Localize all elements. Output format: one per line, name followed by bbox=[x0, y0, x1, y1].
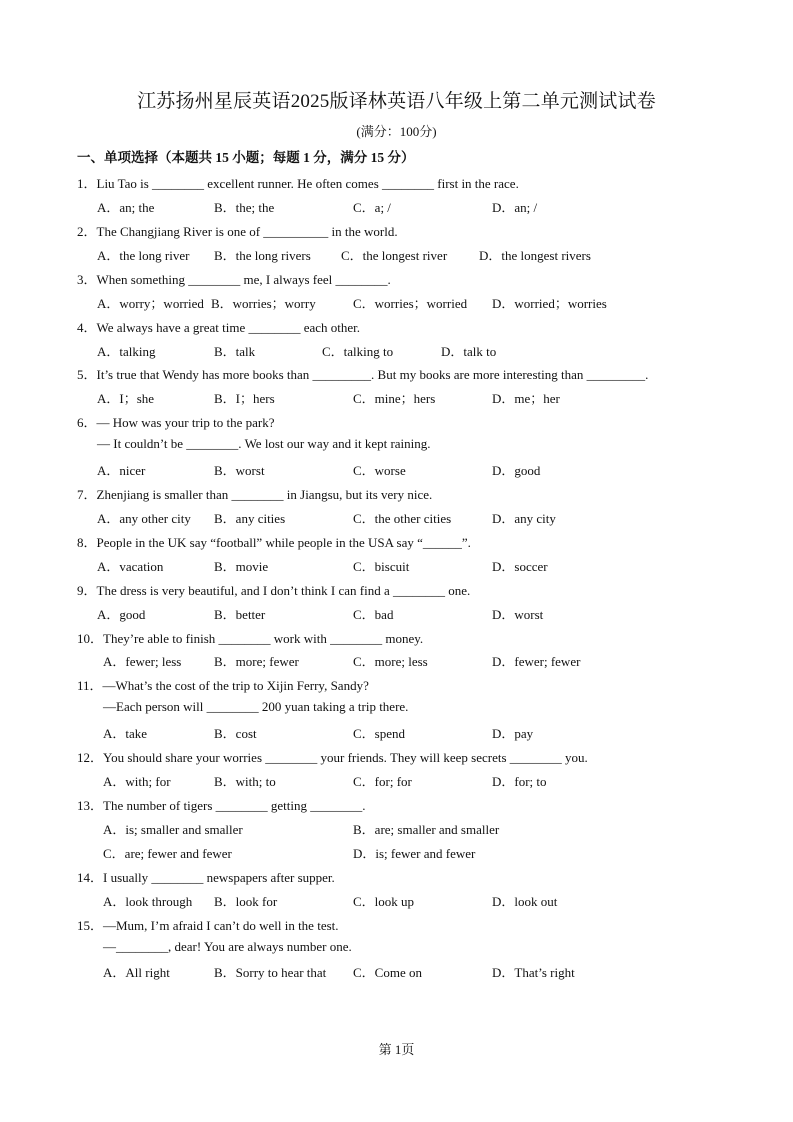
q10-option-c: C．more; less bbox=[353, 654, 428, 669]
q4-option-b: B．talk bbox=[214, 344, 256, 359]
question-9: 9．The dress is very beautiful, and I don’t think I can find a ________ one. bbox=[77, 583, 471, 598]
page-title: 江苏扬州星辰英语2025版译林英语八年级上第二单元测试试卷 bbox=[137, 91, 656, 112]
q6-option-b: B．worst bbox=[214, 463, 265, 478]
q6-option-d: D．good bbox=[492, 463, 541, 478]
q1-option-d: D．an; / bbox=[492, 200, 538, 215]
question-12: 12．You should share your worries ________ your friends. They will keep secrets ________ you. bbox=[77, 750, 588, 765]
q4-option-a: A．talking bbox=[97, 344, 156, 359]
question-6-reply: — It couldn’t be ________. We lost our way and it kept raining. bbox=[97, 436, 431, 451]
score-note: (满分：100分) bbox=[356, 124, 437, 139]
q9-option-a: A．good bbox=[97, 607, 146, 622]
q7-option-d: D．any city bbox=[492, 511, 556, 526]
q9-option-b: B．better bbox=[214, 607, 266, 622]
q12-option-b: B．with; to bbox=[214, 774, 276, 789]
q4-option-c: C．talking to bbox=[322, 344, 394, 359]
q12-option-d: D．for; to bbox=[492, 774, 547, 789]
q11-option-b: B．cost bbox=[214, 726, 257, 741]
q11-option-d: D．pay bbox=[492, 726, 534, 741]
q1-option-c: C．a; / bbox=[353, 200, 391, 215]
q14-option-c: C．look up bbox=[353, 894, 415, 909]
q1-option-a: A．an; the bbox=[97, 200, 155, 215]
q14-option-a: A．look through bbox=[103, 894, 193, 909]
q2-option-a: A．the long river bbox=[97, 248, 190, 263]
q11-option-c: C．spend bbox=[353, 726, 406, 741]
q15-option-d: D．That’s right bbox=[492, 965, 575, 980]
q10-option-b: B．more; fewer bbox=[214, 654, 299, 669]
question-15-reply: —________, dear! You are always number one. bbox=[103, 939, 352, 954]
q12-option-c: C．for; for bbox=[353, 774, 412, 789]
q15-option-c: C．Come on bbox=[353, 965, 422, 980]
question-13: 13．The number of tigers ________ getting ________. bbox=[77, 798, 366, 813]
q2-option-c: C．the longest river bbox=[341, 248, 448, 263]
q9-option-c: C．bad bbox=[353, 607, 394, 622]
question-11: 11．—What’s the cost of the trip to Xijin Ferry, Sandy? bbox=[77, 678, 369, 693]
question-8: 8．People in the UK say “football” while people in the USA say “______”. bbox=[77, 535, 471, 550]
question-5: 5．It’s true that Wendy has more books than _________. But my books are more interesting than _________. bbox=[77, 367, 649, 382]
q3-option-b: B．worries；worry bbox=[211, 296, 316, 311]
q9-option-d: D．worst bbox=[492, 607, 544, 622]
q3-option-c: C．worries；worried bbox=[353, 296, 468, 311]
question-2: 2．The Changjiang River is one of __________ in the world. bbox=[77, 224, 398, 239]
q12-option-a: A．with; for bbox=[103, 774, 171, 789]
q5-option-c: C．mine；hers bbox=[353, 391, 436, 406]
q5-option-b: B．I；hers bbox=[214, 391, 275, 406]
section-heading: 一、单项选择（本题共 15 小题；每题 1 分，满分 15 分） bbox=[77, 150, 415, 165]
q2-option-d: D．the longest rivers bbox=[479, 248, 591, 263]
q8-option-a: A．vacation bbox=[97, 559, 164, 574]
q11-option-a: A．take bbox=[103, 726, 148, 741]
q7-option-b: B．any cities bbox=[214, 511, 286, 526]
question-6: 6．— How was your trip to the park? bbox=[77, 415, 275, 430]
q6-option-c: C．worse bbox=[353, 463, 406, 478]
q10-option-d: D．fewer; fewer bbox=[492, 654, 581, 669]
q13-option-a: A．is; smaller and smaller bbox=[103, 822, 243, 837]
q14-option-b: B．look for bbox=[214, 894, 278, 909]
question-4: 4．We always have a great time ________ each other. bbox=[77, 320, 361, 335]
q13-option-b: B．are; smaller and smaller bbox=[353, 822, 500, 837]
q7-option-a: A．any other city bbox=[97, 511, 191, 526]
q1-option-b: B．the; the bbox=[214, 200, 275, 215]
q8-option-c: C．biscuit bbox=[353, 559, 410, 574]
q13-option-c: C．are; fewer and fewer bbox=[103, 846, 232, 861]
q4-option-d: D．talk to bbox=[441, 344, 497, 359]
question-10: 10．They’re able to finish ________ work with ________ money. bbox=[77, 631, 424, 646]
q10-option-a: A．fewer; less bbox=[103, 654, 182, 669]
q6-option-a: A．nicer bbox=[97, 463, 146, 478]
q8-option-d: D．soccer bbox=[492, 559, 548, 574]
q13-option-d: D．is; fewer and fewer bbox=[353, 846, 476, 861]
q5-option-d: D．me；her bbox=[492, 391, 560, 406]
q3-option-a: A．worry；worried bbox=[97, 296, 204, 311]
page-number: 第 1页 bbox=[378, 1042, 415, 1057]
question-3: 3．When something ________ me, I always feel ________. bbox=[77, 272, 391, 287]
question-7: 7．Zhenjiang is smaller than ________ in Jiangsu, but its very nice. bbox=[77, 487, 433, 502]
question-14: 14．I usually ________ newspapers after supper. bbox=[77, 870, 335, 885]
q5-option-a: A．I；she bbox=[97, 391, 155, 406]
question-11-reply: —Each person will ________ 200 yuan taking a trip there. bbox=[103, 699, 409, 714]
q15-option-b: B．Sorry to hear that bbox=[214, 965, 327, 980]
q2-option-b: B．the long rivers bbox=[214, 248, 311, 263]
question-1: 1．Liu Tao is ________ excellent runner. He often comes ________ first in the race. bbox=[77, 176, 519, 191]
q7-option-c: C．the other cities bbox=[353, 511, 452, 526]
q3-option-d: D．worried；worries bbox=[492, 296, 607, 311]
q8-option-b: B．movie bbox=[214, 559, 269, 574]
q15-option-a: A．All right bbox=[103, 965, 170, 980]
q14-option-d: D．look out bbox=[492, 894, 558, 909]
question-15: 15．—Mum, I’m afraid I can’t do well in the test. bbox=[77, 918, 339, 933]
